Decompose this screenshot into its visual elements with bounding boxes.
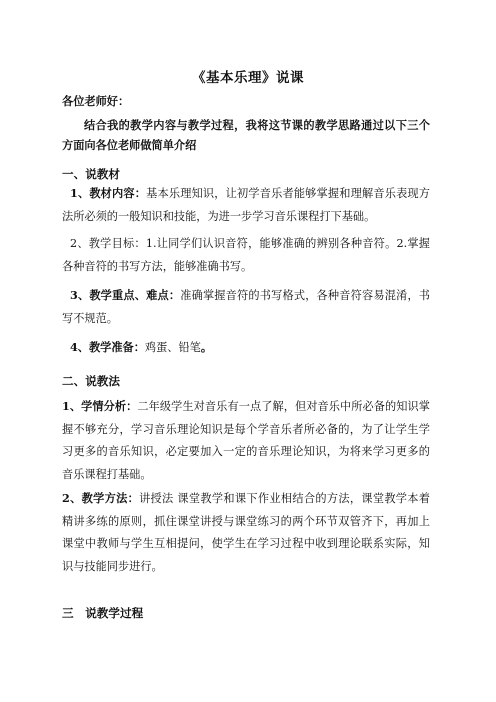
section1-paragraph-2: [62, 233, 430, 278]
paragraph-text: 准确掌握音符的书写格式，各种音符容易混淆，书写不规范。: [62, 289, 430, 325]
section-heading-3: 三 说教学过程: [62, 606, 144, 620]
paragraph-lead: 1、教材内容：: [70, 186, 147, 200]
section-heading-1: 一、说教材: [62, 167, 120, 181]
section2-paragraph-2: [62, 487, 430, 578]
paragraph-text: 二年级学生对音乐有一点了解，但对音乐中所必备的知识掌握不够充分，学习音乐理论知识是每个学音乐者所必备的，为了让学生学习更多的音乐知识，必定要加入一定的音乐理论知识，为将来学习更多的音乐课程打基础。: [62, 400, 430, 481]
greeting: 各位老师好：: [62, 94, 130, 108]
paragraph-text: 鸡蛋、铅笔: [144, 341, 201, 354]
paragraph-lead: 2、教学方法：: [62, 491, 140, 505]
paragraph-lead: 3、教学重点、难点：: [70, 288, 181, 302]
paragraph-text: 讲授法 课堂教学和课下作业相结合的方法，课堂教学本着精讲多练的原则，抓住课堂讲授与课堂练习的两个环节双管齐下，再加上课堂中教师与学生互相提问，使学生在学习过程中收到理论联系实际，知识与技能同步进行。: [62, 492, 430, 573]
paragraph-text: 基本乐理知识，让初学音乐者能够掌握和理解音乐表现方法所必须的一般知识和技能，为进一步学习音乐课程打下基础。: [62, 187, 430, 223]
section1-paragraph-1: [62, 182, 430, 228]
section1-paragraph-4: [62, 336, 430, 360]
paragraph-end: 。: [200, 340, 213, 354]
paragraph-text: 2、教学目标：1.让同学们认识音符，能够准确的辨别各种音符。2.掌握各种音符的书写方法，能够准确书写。: [62, 237, 430, 273]
paragraph-lead: 1、学情分析：: [62, 399, 138, 413]
paragraph-lead: 4、教学准备：: [70, 340, 145, 354]
document-title: 《基本乐理》说课: [192, 70, 304, 86]
section-heading-2: 二、说教法: [62, 374, 120, 388]
section2-paragraph-1: [62, 395, 430, 486]
section1-paragraph-3: [62, 284, 430, 330]
intro-paragraph: 结合我的教学内容与教学过程，我将这节课的教学思路通过以下三个方面向各位老师做简单介绍: [62, 118, 430, 152]
